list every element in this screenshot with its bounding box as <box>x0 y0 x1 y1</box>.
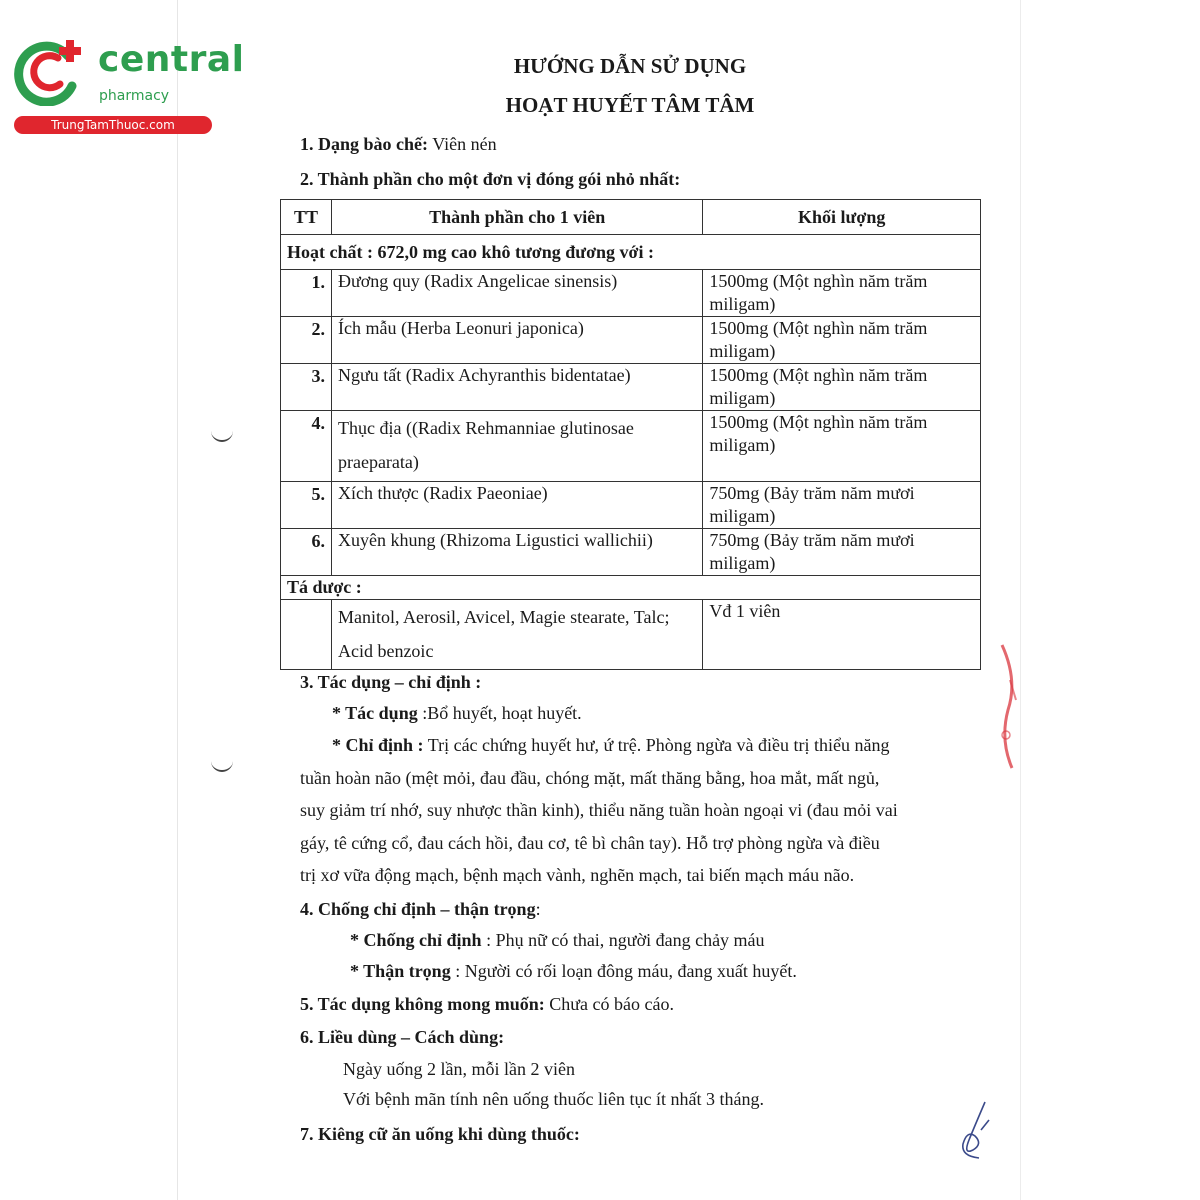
row-number: 4. <box>281 411 332 482</box>
header-mass: Khối lượng <box>703 200 981 235</box>
section-6-label: 6. Liều dùng – Cách dùng: <box>300 1027 505 1047</box>
contraindication-label: * Chống chỉ định <box>350 930 482 950</box>
section-3-indication <box>332 734 890 756</box>
row-ingredient: Ngưu tất (Radix Achyranthis bidentatae) <box>331 364 702 411</box>
row-number: 6. <box>281 529 332 576</box>
section-7-label: 7. Kiêng cữ ăn uống khi dùng thuốc: <box>300 1124 580 1144</box>
caution <box>350 960 797 982</box>
section-4-label: 4. Chống chỉ định – thận trọng <box>300 899 536 919</box>
table-row <box>281 600 981 670</box>
row-number: 2. <box>281 317 332 364</box>
row-number: 1. <box>281 270 332 317</box>
indication-line: Trị các chứng huyết hư, ứ trệ. Phòng ngừa và điều trị thiểu năng <box>423 735 890 755</box>
row-number: 5. <box>281 482 332 529</box>
row-ingredient: Xích thược (Radix Paeoniae) <box>331 482 702 529</box>
doc-title-line1: HƯỚNG DẪN SỬ DỤNG <box>513 54 747 78</box>
dosage-line: Với bệnh mãn tính nên uống thuốc liên tục ít nhất 3 tháng. <box>343 1089 764 1109</box>
section-3-effect <box>332 702 582 724</box>
section-1-value: Viên nén <box>428 134 497 154</box>
caution-value: : Người có rối loạn đông máu, đang xuất huyết. <box>450 961 797 981</box>
central-pharmacy-logo <box>10 36 245 136</box>
section-1 <box>300 133 497 155</box>
section-1-label: 1. Dạng bào chế: <box>300 134 429 154</box>
header-ingredient: Thành phần cho 1 viên <box>331 200 702 235</box>
indication-line: gáy, tê cứng cổ, đau cách hồi, đau cơ, tê bì chân tay). Hỗ trợ phòng ngừa và điều <box>300 833 880 853</box>
row-mass: 1500mg (Một nghìn năm trăm miligam) <box>703 270 981 317</box>
row-excipients-mass: Vđ 1 viên <box>703 600 981 670</box>
row-number: 3. <box>281 364 332 411</box>
table-row <box>281 529 981 576</box>
dosage-line: Ngày uống 2 lần, mỗi lần 2 viên <box>343 1059 575 1079</box>
punch-hole-mark <box>211 430 233 442</box>
paper-edge <box>177 0 178 1200</box>
punch-hole-mark <box>211 760 233 772</box>
doc-title-line2: HOẠT HUYẾT TÂM TÂM <box>505 93 755 117</box>
table-row <box>281 482 981 529</box>
section-4 <box>300 898 541 920</box>
row-ingredient: Đương quy (Radix Angelicae sinensis) <box>331 270 702 317</box>
signature-mark <box>955 1100 1000 1160</box>
row-mass: 1500mg (Một nghìn năm trăm miligam) <box>703 364 981 411</box>
row-mass: 1500mg (Một nghìn năm trăm miligam) <box>703 411 981 482</box>
logo-subtitle: pharmacy <box>99 88 170 104</box>
section-5-label: 5. Tác dụng không mong muốn: <box>300 994 545 1014</box>
row-ingredient: Thục địa ((Radix Rehmanniae glutinosae praeparata) <box>331 411 702 482</box>
caution-label: * Thận trọng <box>350 961 451 981</box>
contraindication-value: : Phụ nữ có thai, người đang chảy máu <box>481 930 765 950</box>
section-2-label: 2. Thành phần cho một đơn vị đóng gói nhỏ nhất: <box>300 169 681 189</box>
table-row <box>281 270 981 317</box>
table-row <box>281 411 981 482</box>
active-ingredient-label: Hoạt chất : 672,0 mg cao khô tương đương với : <box>281 235 981 270</box>
table-row <box>281 364 981 411</box>
effect-label: * Tác dụng <box>332 703 418 723</box>
table-row <box>281 317 981 364</box>
row-number-empty <box>281 600 332 670</box>
section-4-colon: : <box>535 899 541 919</box>
logo-website: TrungTamThuoc.com <box>14 116 212 134</box>
row-ingredient: Xuyên khung (Rhizoma Ligustici wallichii) <box>331 529 702 576</box>
active-section-row <box>281 235 981 270</box>
table-header-row <box>281 200 981 235</box>
composition-table <box>280 199 981 670</box>
row-mass: 750mg (Bảy trăm năm mươi miligam) <box>703 482 981 529</box>
logo-brand: central <box>98 39 245 80</box>
pharmacy-cross-icon <box>10 36 90 106</box>
excipient-label: Tá dược : <box>281 576 981 600</box>
row-excipients: Manitol, Aerosil, Avicel, Magie stearate, Talc; Acid benzoic <box>331 600 702 670</box>
indication-line: trị xơ vữa động mạch, bệnh mạch vành, nghẽn mạch, tai biến mạch máu não. <box>300 865 855 885</box>
excipient-section-row <box>281 576 981 600</box>
contraindication <box>350 929 765 951</box>
header-tt: TT <box>281 200 332 235</box>
row-ingredient: Ích mẫu (Herba Leonuri japonica) <box>331 317 702 364</box>
row-mass: 750mg (Bảy trăm năm mươi miligam) <box>703 529 981 576</box>
row-mass: 1500mg (Một nghìn năm trăm miligam) <box>703 317 981 364</box>
section-3-label: 3. Tác dụng – chỉ định : <box>300 672 482 692</box>
effect-value: :Bổ huyết, hoạt huyết. <box>417 703 582 723</box>
indication-line: tuần hoàn não (mệt mỏi, đau đầu, chóng mặt, mất thăng bằng, hoa mắt, mất ngủ, <box>300 768 880 788</box>
section-5-value: Chưa có báo cáo. <box>544 994 674 1014</box>
indication-label: * Chỉ định : <box>332 735 424 755</box>
indication-line: suy giảm trí nhớ, suy nhược thần kinh), thiểu năng tuần hoàn ngoại vi (đau mỏi vai <box>300 800 898 820</box>
paper-edge <box>1020 0 1021 1200</box>
section-5 <box>300 993 674 1015</box>
red-stamp-fragment <box>990 640 1020 770</box>
